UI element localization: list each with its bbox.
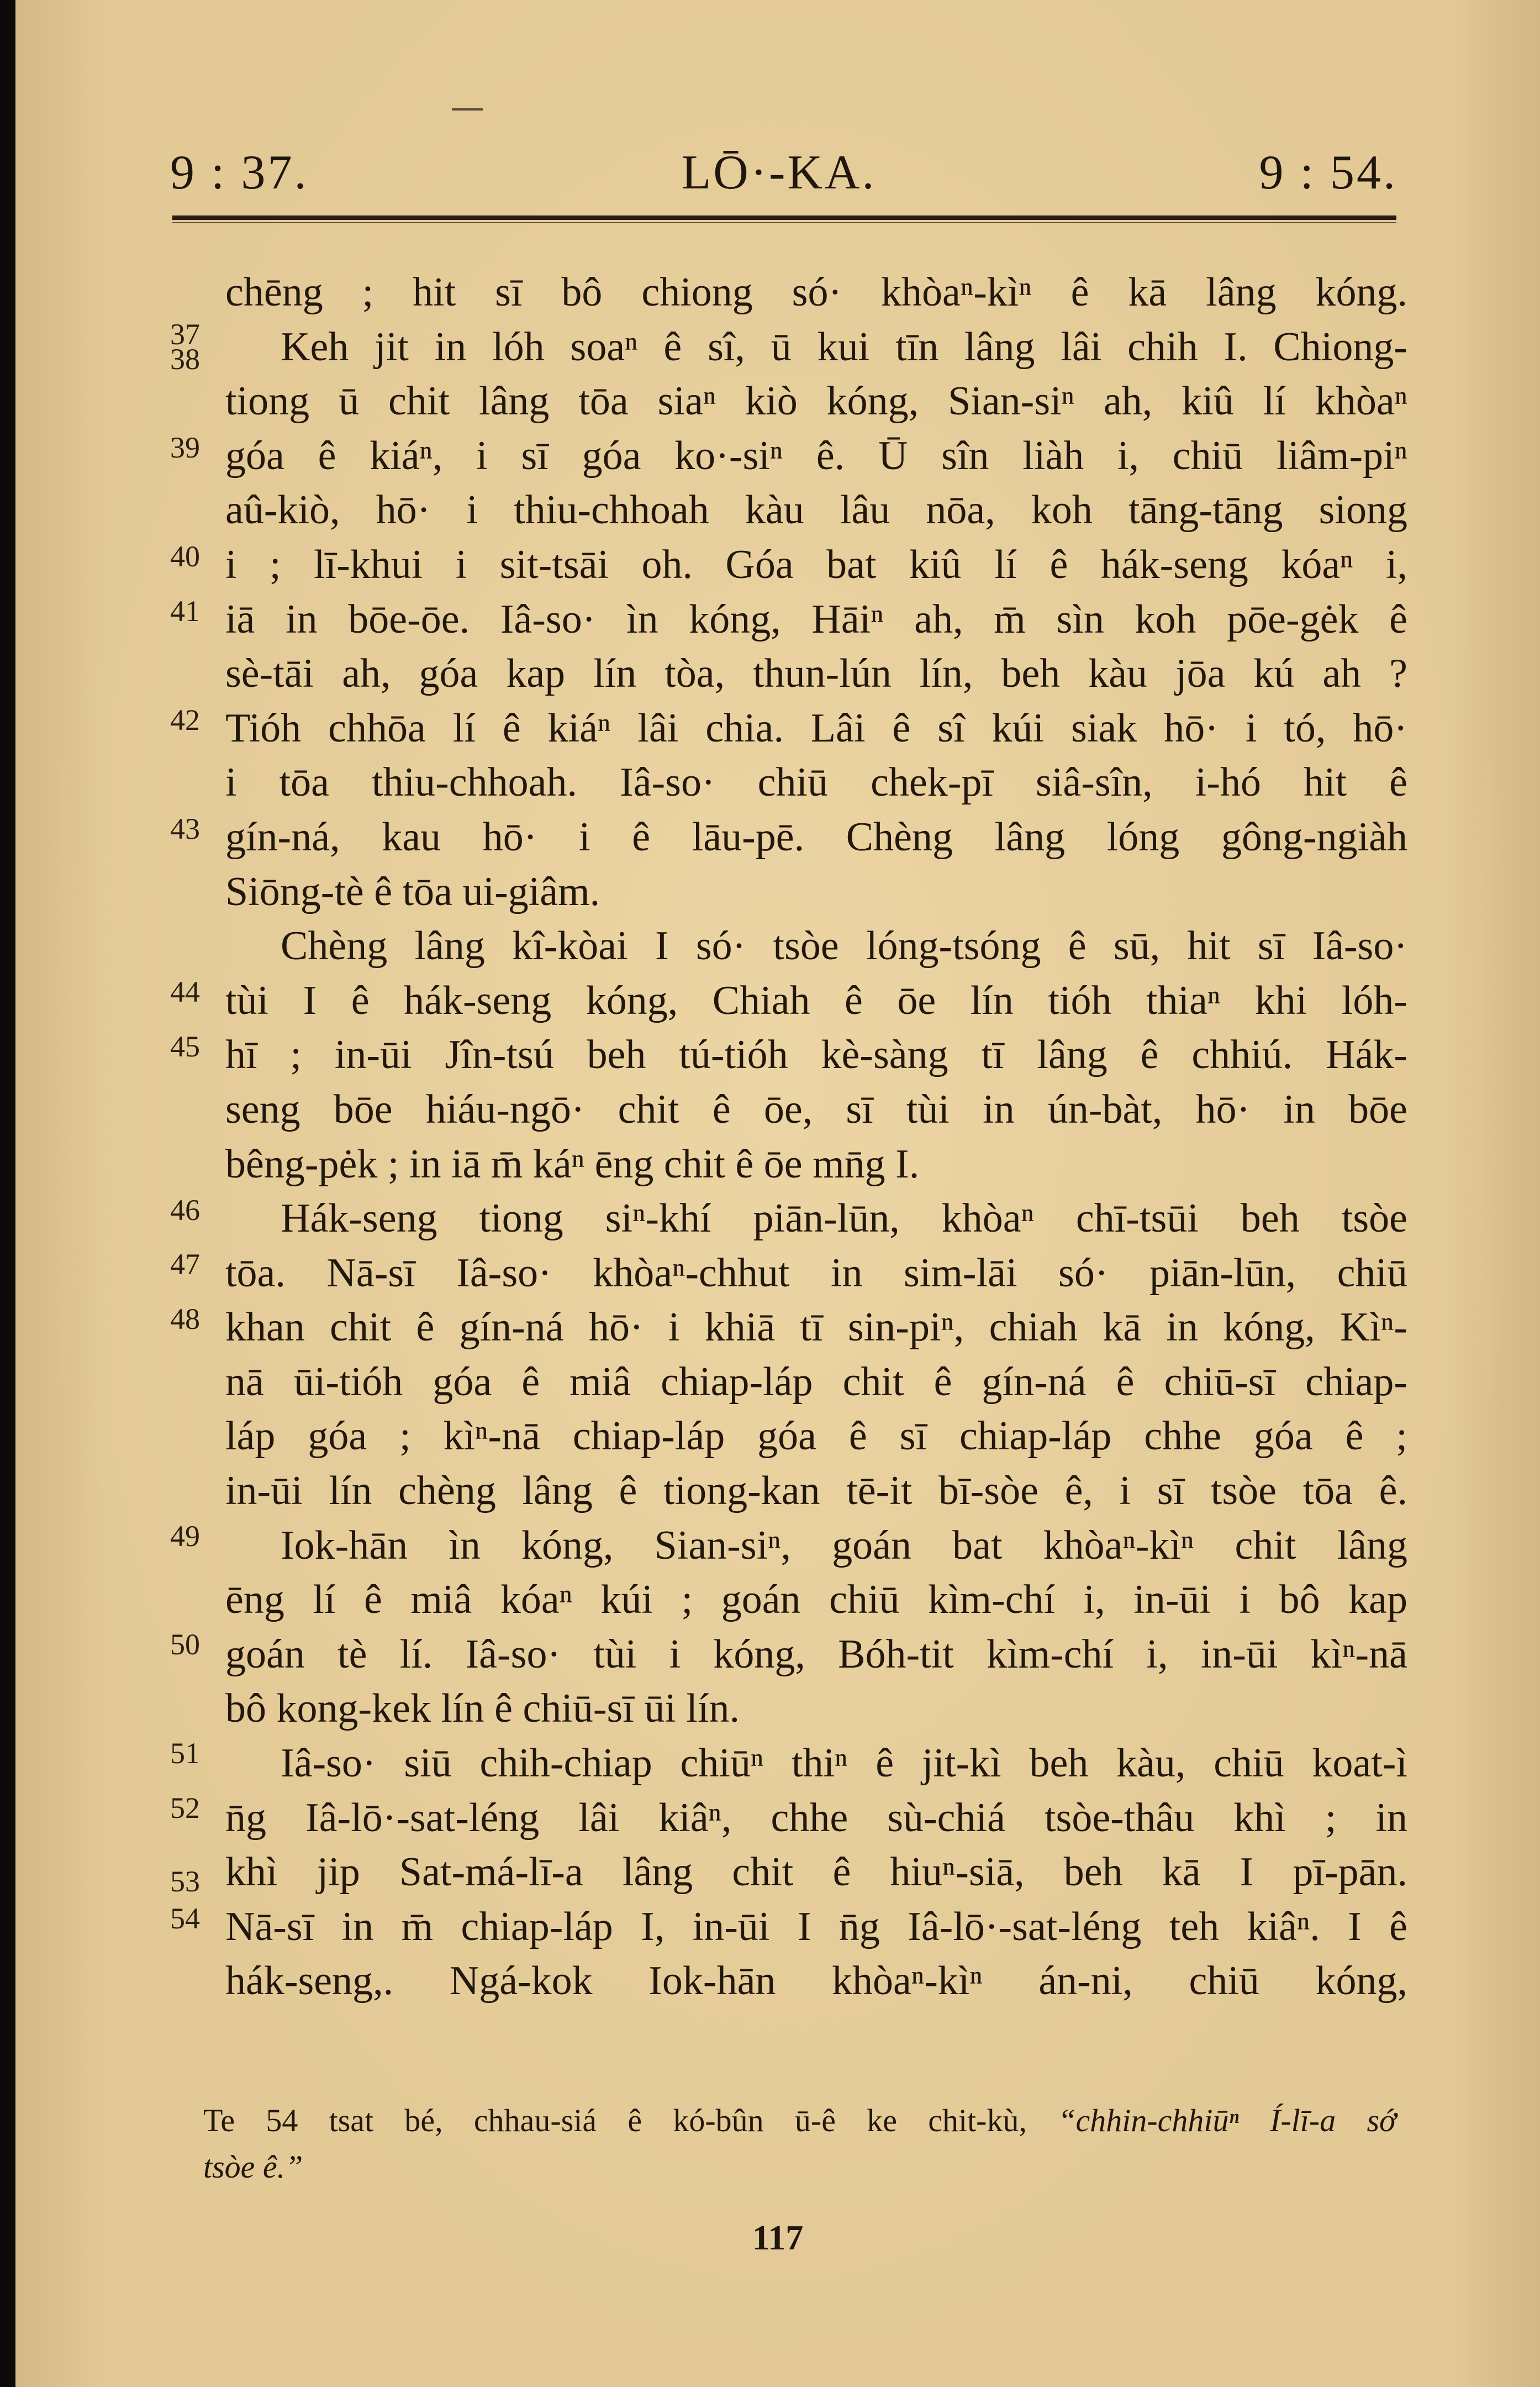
text-line: láp góa ; kìⁿ-nā chiap-láp góa ê sī chiap-láp chhe góa ê ; bbox=[225, 1413, 1407, 1459]
text-line: Iâ-so· siū chih-chiap chiūⁿ thiⁿ ê jit-kì beh kàu, chiū koat-ì bbox=[281, 1741, 1407, 1786]
verse-number: 45 bbox=[170, 1030, 200, 1063]
footnote-text: Te 54 tsat bé, chhau-siá ê kó-bûn ū-ê ke chit-kù, bbox=[203, 2102, 1058, 2138]
page-number: 117 bbox=[752, 2218, 804, 2257]
running-header bbox=[160, 143, 1397, 203]
header-verse-range-end: 9 : 54. bbox=[1259, 146, 1397, 199]
footnote-italic-text: “chhin-chhiūⁿ Í-lī-a sớ bbox=[1058, 2102, 1396, 2138]
text-line: bêng-pėk ; in iā m̄ káⁿ ēng chit ê ōe mn̄g I. bbox=[225, 1141, 920, 1187]
text-line: Iok-hān ìn kóng, Sian-siⁿ, goán bat khòaⁿ-kìⁿ chit lâng bbox=[281, 1522, 1407, 1568]
text-line: ēng lí ê miâ kóaⁿ kúi ; goán chiū kìm-chí i, in-ūi i bô kap bbox=[225, 1577, 1407, 1623]
verse-number: 40 bbox=[170, 540, 200, 573]
text-line: Keh jit in lóh soaⁿ ê sî, ū kui tīn lâng lâi chih I. Chiong- bbox=[281, 324, 1407, 370]
top-dash-mark bbox=[452, 108, 483, 111]
text-line: góa ê kiáⁿ, i sī góa ko·-siⁿ ê. Ū sîn liàh i, chiū liâm-piⁿ bbox=[225, 433, 1407, 479]
text-line: hák-seng,. Ngá-kok Iok-hān khòaⁿ-kìⁿ án-ni, chiū kóng, bbox=[225, 1958, 1407, 2004]
text-line: tùi I ê hák-seng kóng, Chiah ê ōe lín tióh thiaⁿ khi lóh- bbox=[225, 977, 1407, 1023]
verse-number: 46 bbox=[170, 1194, 200, 1227]
text-line: i tōa thiu-chhoah. Iâ-so· chiū chek-pī siâ-sîn, i-hó hit ê bbox=[225, 760, 1407, 806]
text-line: khì jip Sat-má-lī-a lâng chit ê hiuⁿ-siā, beh kā I pī-pān. bbox=[225, 1849, 1407, 1895]
verse-number: 51 bbox=[170, 1737, 200, 1770]
text-line: Nā-sī in m̄ chiap-láp I, in-ūi I n̄g Iâ-lō·-sat-léng teh kiâⁿ. I ê bbox=[225, 1904, 1407, 1949]
footnote-italic-text: tsòe ê.” bbox=[203, 2149, 303, 2185]
text-line: hī ; in-ūi Jîn-tsú beh tú-tióh kè-sàng tī lâng ê chhiú. Hák- bbox=[225, 1032, 1407, 1078]
verse-number: 38 bbox=[170, 343, 200, 376]
book-page bbox=[15, 0, 1540, 2387]
text-line: chēng ; hit sī bô chiong só· khòaⁿ-kìⁿ ê kā lâng kóng. bbox=[225, 270, 1407, 315]
verse-number: 39 bbox=[170, 431, 200, 464]
verse-number: 49 bbox=[170, 1520, 200, 1553]
footnote-line bbox=[203, 2097, 1396, 2144]
verse-number: 42 bbox=[170, 703, 200, 737]
text-line: seng bōe hiáu-ngō· chit ê ōe, sī tùi in ún-bàt, hō· in bōe bbox=[225, 1086, 1407, 1132]
text-line: i ; lī-khui i sit-tsāi oh. Góa bat kiû lí ê hák-seng kóaⁿ i, bbox=[225, 541, 1407, 587]
scripture-text-column bbox=[225, 265, 1407, 2009]
verse-number: 37 bbox=[170, 318, 200, 351]
verse-number: 43 bbox=[170, 812, 200, 845]
text-line: Tióh chhōa lí ê kiáⁿ lâi chia. Lâi ê sî kúi siak hō· i tó, hō· bbox=[225, 705, 1407, 751]
footnote bbox=[203, 2097, 1396, 2190]
text-line: iā in bōe-ōe. Iâ-so· ìn kóng, Hāiⁿ ah, m̄ sìn koh pōe-gėk ê bbox=[225, 596, 1407, 642]
verse-number: 52 bbox=[170, 1791, 200, 1825]
text-line: n̄g Iâ-lō·-sat-léng lâi kiâⁿ, chhe sù-chiá tsòe-thâu khì ; in bbox=[225, 1795, 1407, 1841]
text-line: khan chit ê gín-ná hō· i khiā tī sin-piⁿ, chiah kā in kóng, Kìⁿ- bbox=[225, 1305, 1407, 1350]
header-rule bbox=[172, 215, 1396, 220]
header-rule-thin bbox=[172, 222, 1396, 223]
text-line: in-ūi lín chèng lâng ê tiong-kan tē-it bī-sòe ê, i sī tsòe tōa ê. bbox=[225, 1468, 1407, 1514]
header-verse-range-start: 9 : 37. bbox=[170, 146, 309, 199]
text-line: aû-kiò, hō· i thiu-chhoah kàu lâu nōa, koh tāng-tāng siong bbox=[225, 487, 1407, 533]
text-line: Siōng-tè ê tōa ui-giâm. bbox=[225, 869, 600, 914]
header-book-title: LŌ·-KA. bbox=[681, 146, 877, 199]
text-line: goán tè lí. Iâ-so· tùi i kóng, Bóh-tit kìm-chí i, in-ūi kìⁿ-nā bbox=[225, 1631, 1407, 1677]
verse-number: 48 bbox=[170, 1302, 200, 1336]
verse-number: 53 bbox=[170, 1865, 200, 1898]
verse-number: 54 bbox=[170, 1902, 200, 1935]
text-line: bô kong-kek lín ê chiū-sī ūi lín. bbox=[225, 1686, 740, 1732]
text-line: tōa. Nā-sī Iâ-so· khòaⁿ-chhut in sim-lāi só· piān-lūn, chiū bbox=[225, 1250, 1407, 1296]
verse-number: 44 bbox=[170, 975, 200, 1008]
text-line: nā ūi-tióh góa ê miâ chiap-láp chit ê gín-ná ê chiū-sī chiap- bbox=[225, 1359, 1407, 1405]
text-line: gín-ná, kau hō· i ê lāu-pē. Chèng lâng lóng gông-ngiàh bbox=[225, 814, 1407, 860]
verse-number: 50 bbox=[170, 1628, 200, 1661]
text-line: tiong ū chit lâng tōa siaⁿ kiò kóng, Sian-siⁿ ah, kiû lí khòaⁿ bbox=[225, 378, 1407, 424]
text-line: Hák-seng tiong siⁿ-khí piān-lūn, khòaⁿ chī-tsūi beh tsòe bbox=[281, 1196, 1407, 1242]
verse-number: 47 bbox=[170, 1248, 200, 1281]
footnote-line bbox=[203, 2144, 1396, 2190]
verse-number: 41 bbox=[170, 595, 200, 628]
text-line: Chèng lâng kî-kòai I só· tsòe lóng-tsóng ê sū, hit sī Iâ-so· bbox=[281, 923, 1407, 969]
text-line: sè-tāi ah, góa kap lín tòa, thun-lún lín, beh kàu jōa kú ah ? bbox=[225, 651, 1407, 697]
